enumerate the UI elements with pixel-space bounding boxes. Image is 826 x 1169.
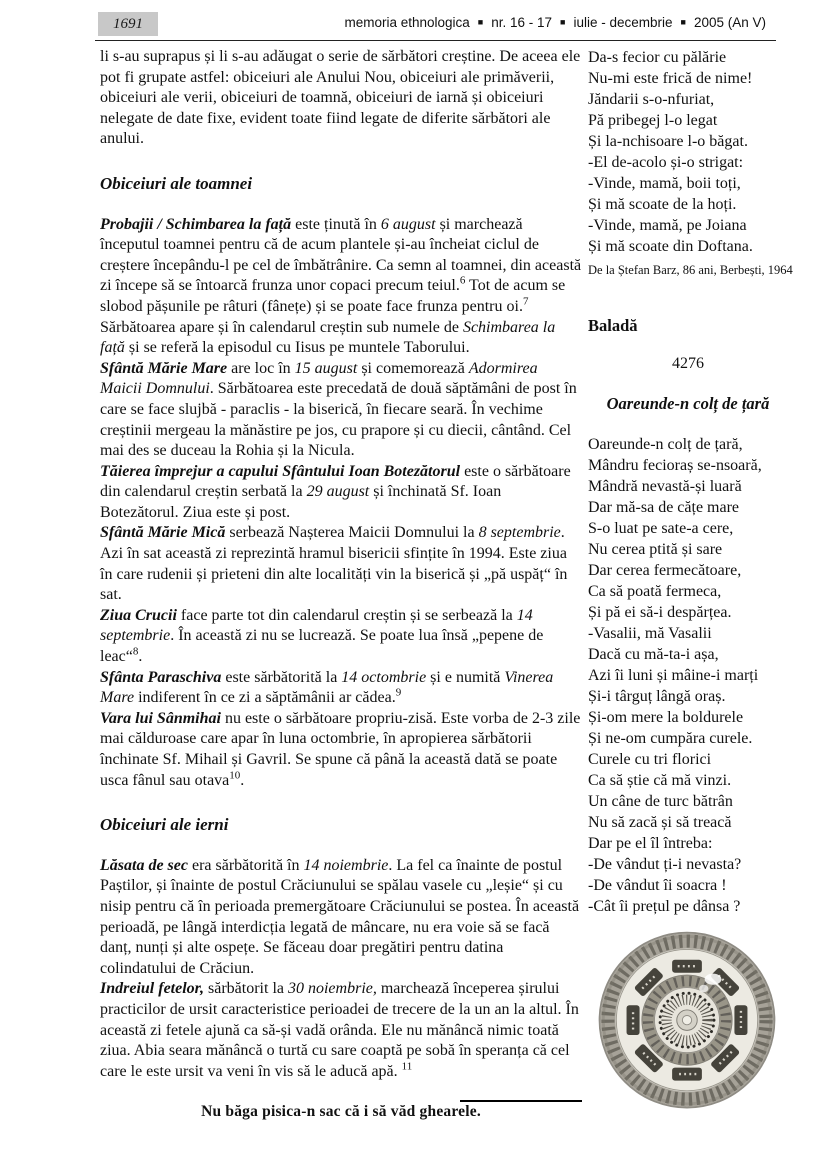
text-run: Probajii / Schimbarea la față <box>100 215 296 233</box>
poem-line: Dar cerea fermecătoare, <box>588 562 742 579</box>
poem-line: Și la-nchisoare l-o băgat. <box>588 133 748 150</box>
poem-line: Și pă ei să-i despărțea. <box>588 604 732 621</box>
text-run: Indreiul fetelor, <box>100 980 205 998</box>
text-run: 29 august <box>306 483 370 501</box>
square-bullet-icon: ■ <box>680 17 686 27</box>
balada-title: Oareunde-n colț de țară <box>606 394 770 413</box>
footnote-ref: 6 <box>459 275 466 288</box>
text-run: Sărbătoarea apare și în calendarul creștin sub numele de <box>100 318 463 336</box>
text-run: este o sărbătoare din calendarul creștin serbată la <box>100 462 571 501</box>
calendar-entry-paragraph <box>100 462 582 524</box>
text-run: nu este o sărbătoare propriu-zisă. Este vorba de 2-3 zile mai călduroase care apar în luna octombrie, în apropierea sărbătorii închinate Sf. Mihail și Gavril. Se spune că până la această dată se poate usca fânul sau otava <box>100 709 581 789</box>
poem-line: Oareunde-n colț de țară, <box>588 436 743 453</box>
text-run: sărbătorit la <box>204 980 288 998</box>
header-divider <box>95 40 776 41</box>
text-run: Tot de acum se slobod pășunile pe râturi (fânețe) și se poate face frunza pentru oi. <box>100 277 566 315</box>
text-run: 14 octombrie <box>341 668 427 686</box>
poem-line: Nu-mi este frică de nime! <box>588 70 753 87</box>
text-run: 30 noiembrie, <box>287 980 377 998</box>
poem-line: Ca să poată fermeca, <box>588 583 722 600</box>
issue-number: nr. 16 - 17 <box>491 15 553 30</box>
journal-title: memoria ethnologica <box>344 15 470 30</box>
calendar-entry-paragraph <box>100 668 582 709</box>
poem-line: Un câne de turc bătrân <box>588 793 733 810</box>
text-run: și comemorează <box>357 359 469 377</box>
balada-label: Baladă <box>588 316 638 335</box>
calendar-entry-paragraph <box>100 359 582 462</box>
square-bullet-icon: ■ <box>477 17 484 27</box>
poem-line: -De vândut îi soacra ! <box>588 877 727 894</box>
text-run: Tăierea împrejur a capului Sfântului Ioan Botezătorul <box>100 462 461 480</box>
text-run: Ziua Crucii <box>100 606 177 624</box>
poem-line: Nu cerea ptită și sare <box>588 541 723 558</box>
text-run: . Azi în sat această zi reprezintă hramul bisericii sfințite în 1994. Este ziua în care rudenii și prieteni din alte localități vin la biserică și „pă uspăț“ în sat. <box>100 524 568 604</box>
text-run: . <box>138 648 143 666</box>
text-run: Lăsata de sec <box>100 856 188 874</box>
calendar-entry-paragraph <box>100 606 582 668</box>
journal-header <box>338 15 772 30</box>
text-run: Vara lui Sânmihai <box>100 709 221 727</box>
poem-line: Jăndarii s-o-nfuriat, <box>588 91 715 108</box>
square-bullet-icon: ■ <box>560 17 566 27</box>
proverb-text: Nu băga pisica-n sac că i să văd ghearele. <box>201 1103 481 1121</box>
balada-number: 4276 <box>672 355 704 372</box>
issue-period: iulie - decembrie <box>573 15 673 30</box>
text-run: și marchează începutul toamnei pentru că de acum plantele și-au încheiat ciclul de creștere începându-l pe cel de îmbătrânire. Ca semn al toamnei, din această zi începe să se întoarcă frunza unor copaci precum teiul. <box>100 215 582 295</box>
ceramic-plate-photo <box>588 929 786 1121</box>
text-run: Schimbarea la față <box>100 318 556 357</box>
section-autumn-entries <box>100 215 582 792</box>
poem-line: Și-i târguț lângă oraș. <box>588 688 726 705</box>
poem-line: Dar mă-sa de cățe mare <box>588 499 740 516</box>
text-run: li s-au suprapus și li s-au adăugat o serie de sărbători creștine. De aceea ele pot fi grupate astfel: obiceiuri ale Anului Nou, obiceiuri ale primăverii, obiceiuri ale verii, obiceiuri de toamnă, obiceiuri de iarnă și obiceiuri nelegate de date fixe, evident toate fiind legate de diferite sărbători ale anului. <box>100 48 581 148</box>
text-run: este sărbătorită la <box>221 668 342 686</box>
page-number-badge <box>98 12 158 36</box>
text-run: 6 august <box>380 215 436 233</box>
poem-attribution: De la Ștefan Barz, 86 ani, Berbești, 1964 <box>588 263 793 277</box>
poem-line: Da-s fecior cu pălărie <box>588 49 727 66</box>
text-run: 8 septembrie <box>478 524 561 542</box>
poem-line: Și mă scoate de la hoți. <box>588 196 737 213</box>
text-run: 14 septembrie <box>100 606 533 645</box>
sidebar-column <box>588 47 793 1121</box>
balada-poem <box>588 434 788 917</box>
calendar-entry-paragraph <box>100 979 582 1082</box>
poem-line: -Vinde, mamă, pe Joiana <box>588 217 747 234</box>
poem-line: Dar pe el îl întreba: <box>588 835 713 852</box>
text-run: Sfânta Paraschiva <box>100 668 222 686</box>
intro-paragraph <box>100 47 582 150</box>
poem-line: Mândră nevastă-și luară <box>588 478 742 495</box>
ceramic-plate-image <box>591 929 783 1115</box>
footnote-ref: 11 <box>401 1060 413 1073</box>
calendar-entry-paragraph <box>100 709 582 791</box>
text-run: are loc în <box>227 359 295 377</box>
main-text-column <box>100 47 582 1123</box>
text-run: 15 august <box>294 359 358 377</box>
poem-line: Și mă scoate din Doftana. <box>588 238 753 255</box>
page-number: 1691 <box>113 15 143 32</box>
text-run: și e numită <box>426 668 505 686</box>
poem-line: Și ne-om cumpăra curele. <box>588 730 753 747</box>
text-run: . În această zi nu se lucrează. Se poate lua însă „pepene de leac“ <box>100 627 544 666</box>
poem-line: Pă pribegej l-o legat <box>588 112 718 129</box>
text-run: și se referă la episodul cu Iisus pe muntele Taborului. <box>124 339 470 357</box>
poem-line: Nu să zacă și să treacă <box>588 814 732 831</box>
text-run: Adormirea Maicii Domnului <box>100 359 538 398</box>
calendar-entry-paragraph <box>100 523 582 605</box>
footnote-ref: 10 <box>229 769 241 782</box>
poem-line: -El de-acolo și-o strigat: <box>588 154 744 171</box>
section-heading-autumn: Obiceiuri ale toamnei <box>100 173 253 193</box>
poem-line: Azi îi luni și mâine-i marți <box>588 667 759 684</box>
text-run: este ținută în <box>295 215 381 233</box>
poem-line: Mândru fecioraș se-nsoară, <box>588 457 762 474</box>
text-run: . Sărbătoarea este precedată de două săptămâni de post în care se face slujbă - paraclis - la biserică, în fiecare seară. În vechime creștinii mergeau la mănăstire pe jos, cu prapore și cu diecii, cântând. Cel mai des se duceau la Rohia și la Nicula. <box>100 380 577 460</box>
issue-year: 2005 (An V) <box>693 15 766 30</box>
text-run: și închinată Sf. Ioan Botezătorul. Ziua este și post. <box>100 483 502 521</box>
text-run: . La fel ca înainte de postul Paștilor, și înainte de postul Crăciunului se spălau vasele cu „leșie“ și cu nisip pentru că în perioada premergătoare Crăciunului se postea. În această perioadă, pe lângă interdicția legată de mâncare, nu era voie să se facă danț, nunți și alte ospețe. Se făceau doar pregătiri pentru datina colindatului de Crăciun. <box>100 856 580 977</box>
poem-line: -Vinde, mamă, boii toți, <box>588 175 741 192</box>
poem-line: -De vândut ți-i nevasta? <box>588 856 742 873</box>
section-heading-winter: Obiceiuri ale ierni <box>100 815 229 835</box>
calendar-entry-paragraph <box>100 856 582 980</box>
footnote-ref: 7 <box>522 295 529 308</box>
text-run: Sfântă Mărie Mică <box>100 524 226 542</box>
text-run: marchează începerea șirului practicilor de ursit caracteristice perioadei de trecere de la un an la altul. În această zi fetele ajună ca să-și vadă orânda. Ele nu mănâncă nimic toată ziua. Abia seara mănâncă o turtă cu sare coaptă pe sobă în speranța că cel care le este ursit va veni în vis să le aducă apă. <box>100 980 579 1080</box>
poem-line: Dacă cu mă-ta-i așa, <box>588 646 719 663</box>
poem-line: Și-om mere la boldurele <box>588 709 744 726</box>
text-run: Sfântă Mărie Mare <box>100 359 228 377</box>
text-run: face parte tot din calendarul creștin și se serbează la <box>176 606 517 624</box>
poem-line: -Vasalii, mă Vasalii <box>588 625 712 642</box>
poem-line: -Cât îi prețul pe dânsa ? <box>588 898 741 915</box>
footnote-ref: 9 <box>395 686 402 699</box>
poem-line: S-o luat pe sate-a cere, <box>588 520 734 537</box>
text-run: 14 noiembrie <box>303 856 389 874</box>
footnote-ref: 8 <box>132 645 139 658</box>
text-run: serbează Nașterea Maicii Domnului la <box>225 524 479 542</box>
text-run: . <box>240 771 245 789</box>
section-winter-entries <box>100 856 582 1083</box>
text-run: Vinerea Mare <box>100 668 554 707</box>
calendar-entry-paragraph <box>100 215 582 359</box>
text-run: era sărbătorită în <box>187 856 304 874</box>
folk-poem <box>588 47 788 257</box>
poem-line: Ca să știe că mă vinzi. <box>588 772 732 789</box>
text-run: indiferent în ce zi a săptămânii ar cădea. <box>134 689 396 707</box>
poem-line: Curele cu tri florici <box>588 751 712 768</box>
